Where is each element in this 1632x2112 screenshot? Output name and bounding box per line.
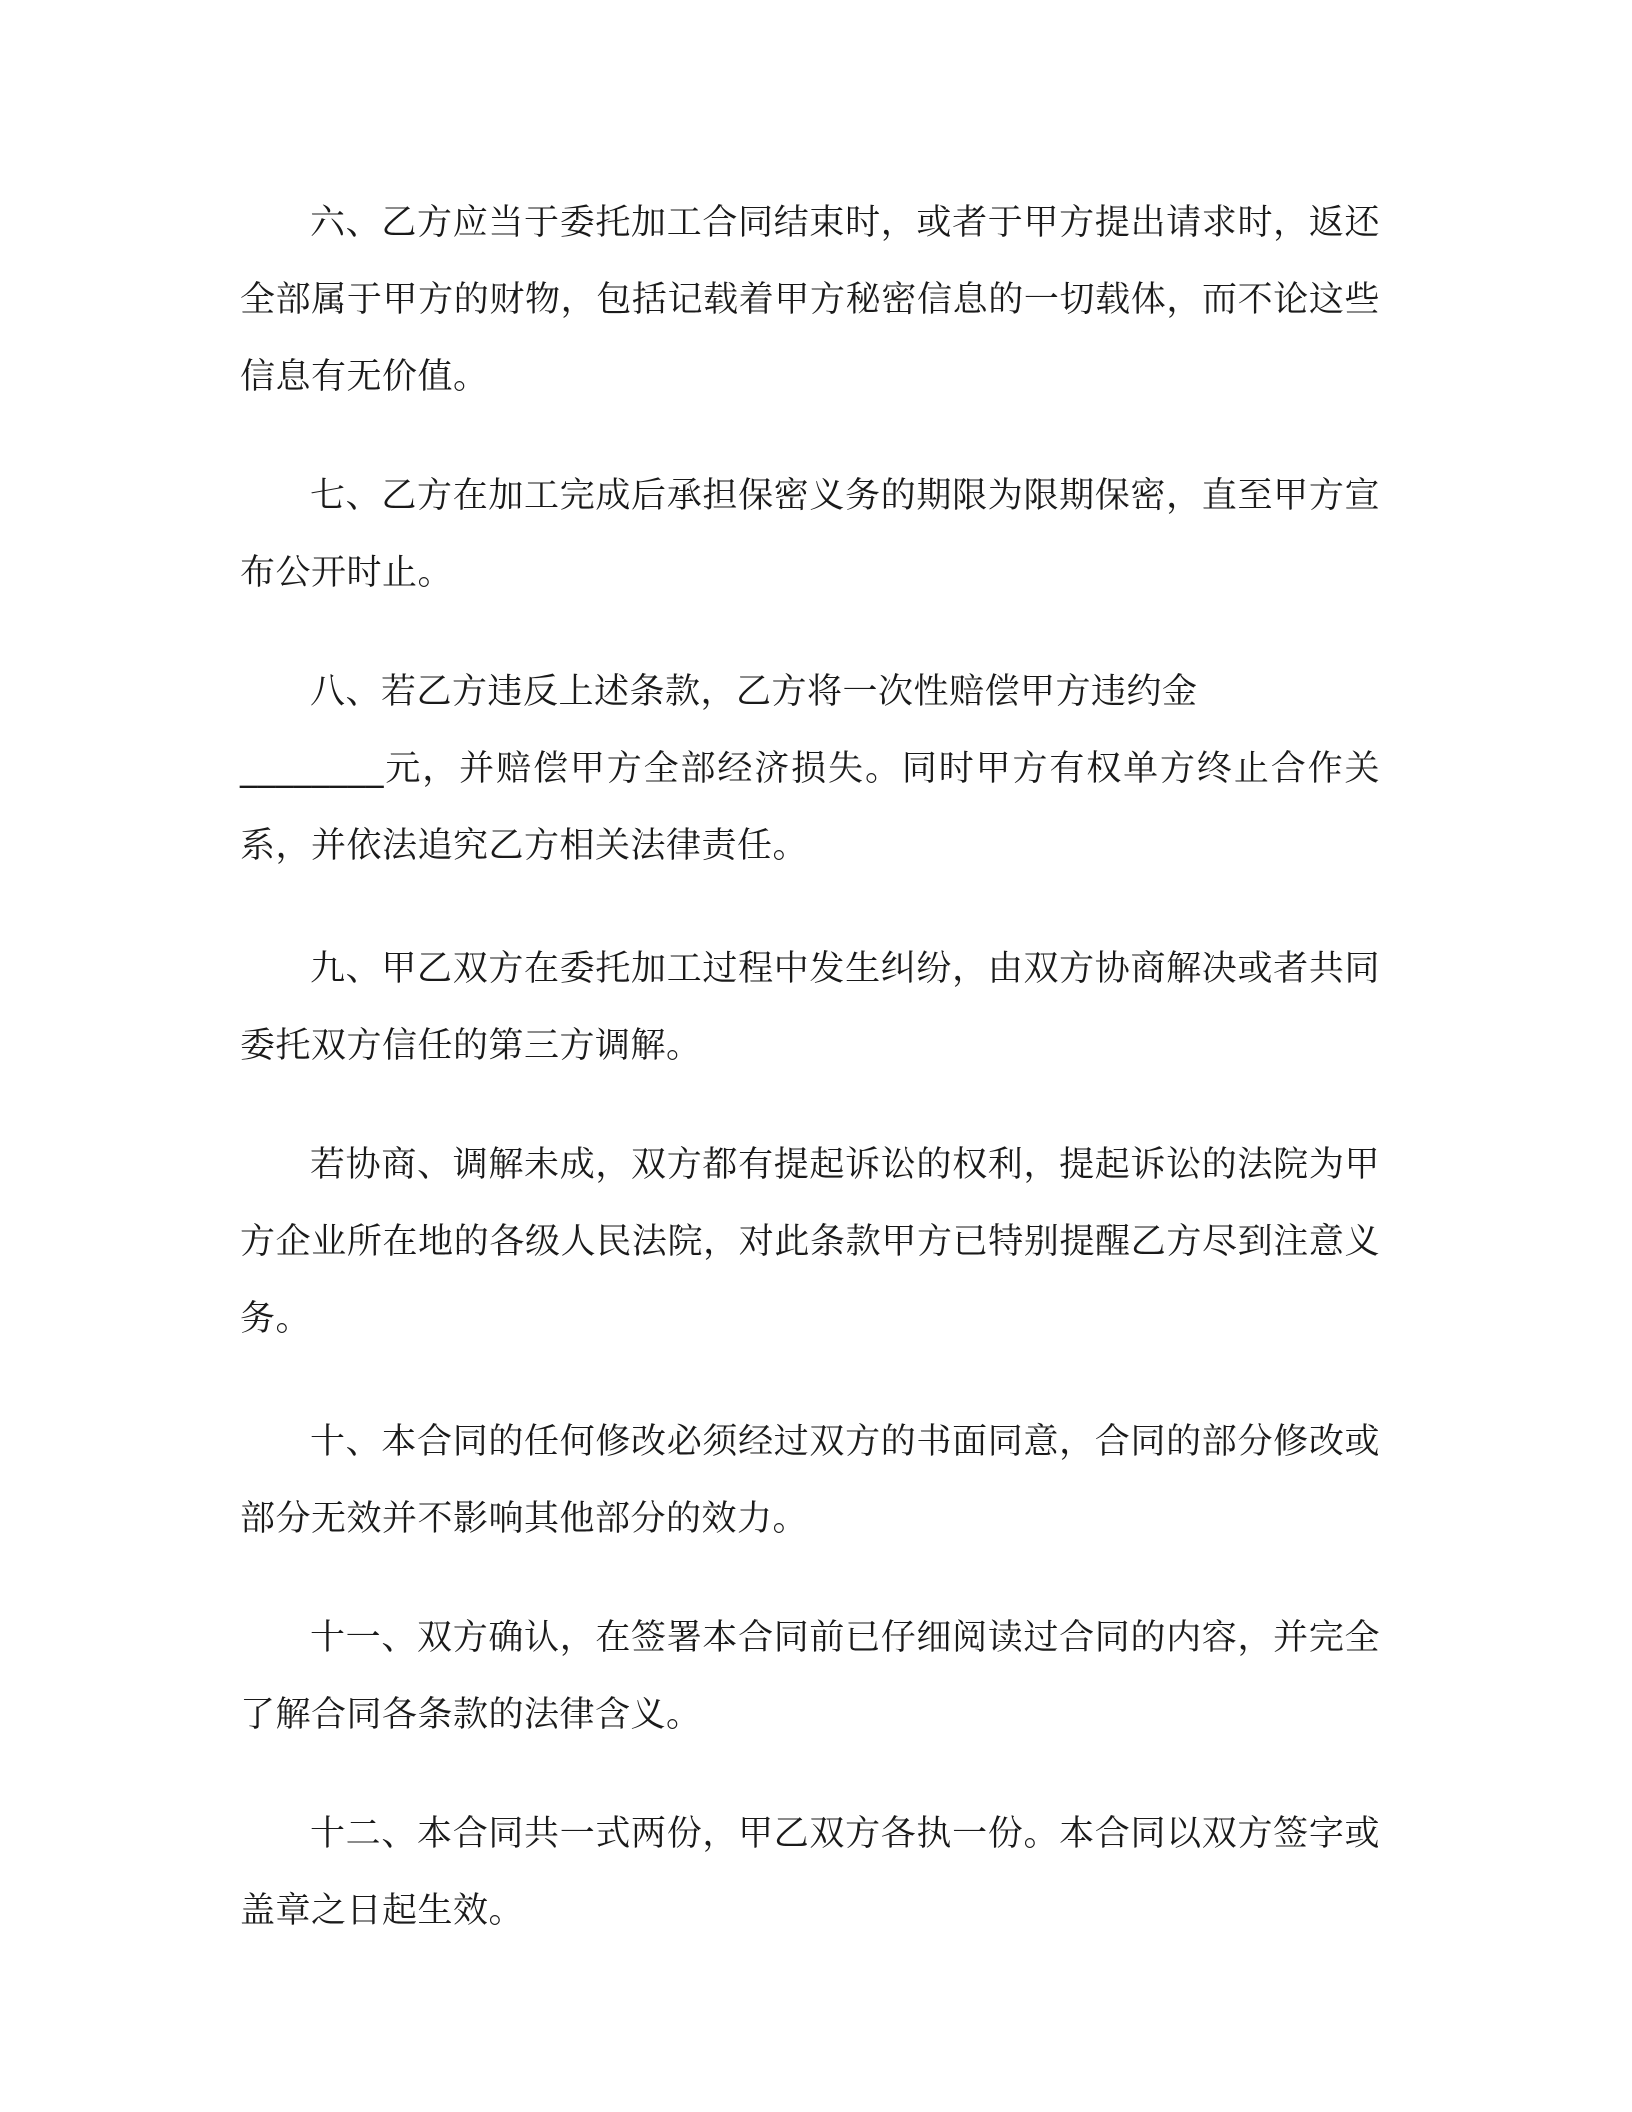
clause-12: 十二、本合同共一式两份，甲乙双方各执一份。本合同以双方签字或盖章之日起生效。 <box>240 1814 1380 1931</box>
clause-6: 六、乙方应当于委托加工合同结束时，或者于甲方提出请求时，返还全部属于甲方的财物，包括记载着甲方秘密信息的一切载体，而不论这些信息有无价值。 <box>240 203 1380 397</box>
clause-8: 八、若乙方违反上述条款，乙方将一次性赔偿甲方违约金 ________元，并赔偿甲方全部经济损失。同时甲方有权单方终止合作关系，并依法追究乙方相关法律责任。 <box>240 672 1380 866</box>
clause-9-continued: 若协商、调解未成，双方都有提起诉讼的权利，提起诉讼的法院为甲方企业所在地的各级人民法院，对此条款甲方已特别提醒乙方尽到注意义务。 <box>240 1145 1380 1339</box>
clause-11: 十一、双方确认，在签署本合同前已仔细阅读过合同的内容，并完全了解合同各条款的法律含义。 <box>240 1618 1380 1735</box>
clause-10: 十、本合同的任何修改必须经过双方的书面同意，合同的部分修改或部分无效并不影响其他部分的效力。 <box>240 1422 1380 1539</box>
clause-9: 九、甲乙双方在委托加工过程中发生纠纷，由双方协商解决或者共同委托双方信任的第三方调解。 <box>240 949 1380 1066</box>
clause-7: 七、乙方在加工完成后承担保密义务的期限为限期保密，直至甲方宣布公开时止。 <box>240 476 1380 593</box>
document-body <box>240 185 1380 1992</box>
